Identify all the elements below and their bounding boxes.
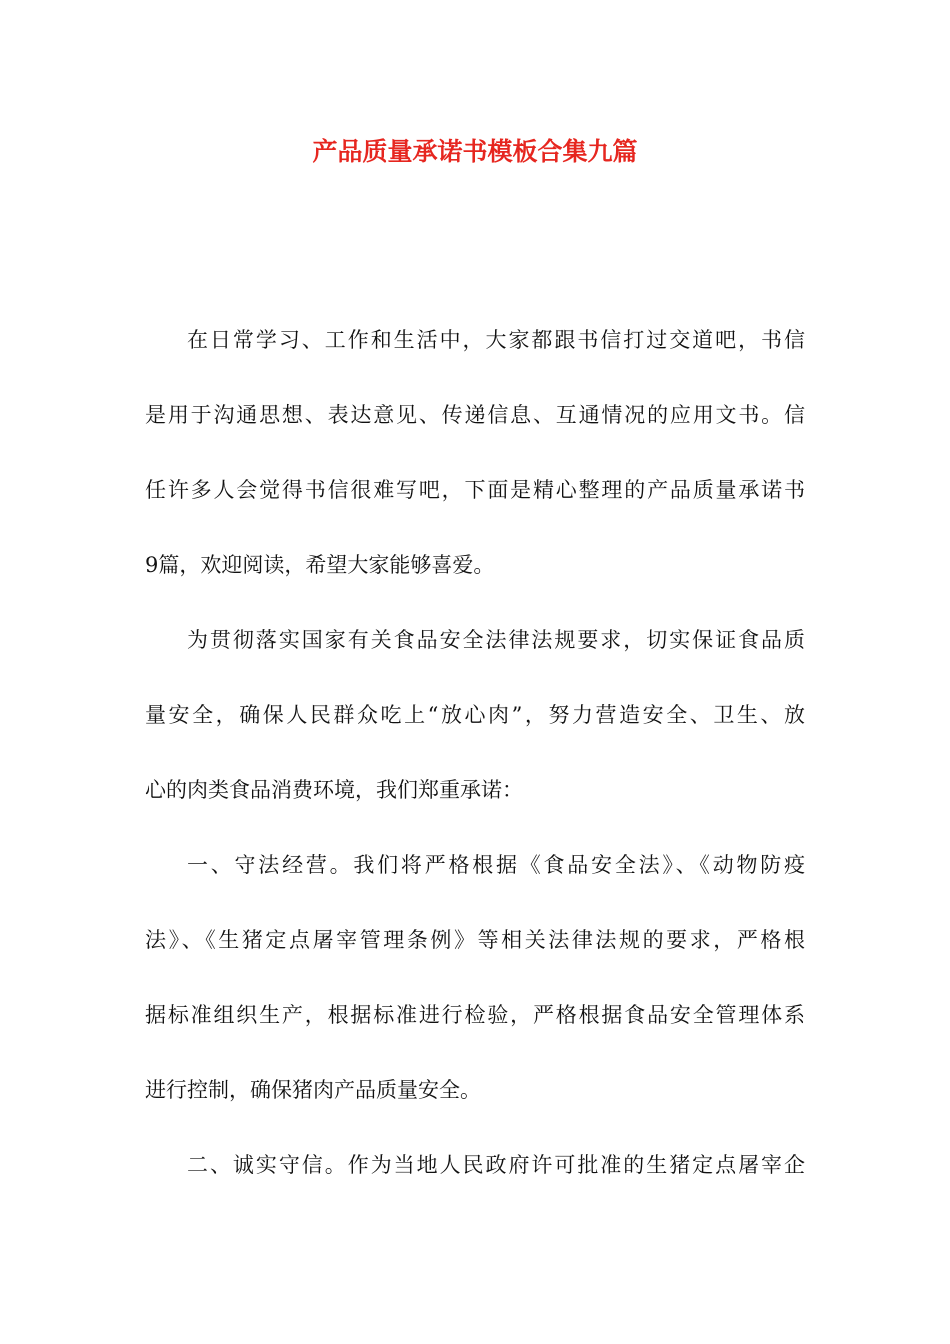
paragraph-line: 心的肉类食品消费环境，我们郑重承诺： [145,778,523,802]
paragraph-line: 二、诚实守信。作为当地人民政府许可批准的生猪定点屠宰企 [187,1153,805,1177]
paragraph-line: 进行控制，确保猪肉产品质量安全。 [145,1078,481,1102]
paragraph-item-1 [145,845,805,1145]
paragraph-line: 在日常学习、工作和生活中，大家都跟书信打过交道吧，书信 [187,328,805,352]
paragraph-commitment-intro [145,620,805,845]
paragraph-line: 法》、《生猪定点屠宰管理条例》等相关法律法规的要求，严格根 [145,928,805,952]
document-body [145,320,805,1220]
paragraph-line: 一、守法经营。我们将严格根据《食品安全法》、《动物防疫 [187,853,805,877]
document-title: 产品质量承诺书模板合集九篇 [312,137,638,166]
paragraph-intro [145,320,805,620]
paragraph-item-2 [145,1145,805,1220]
paragraph-line: 量安全，确保人民群众吃上“放心肉”，努力营造安全、卫生、放 [145,703,805,727]
paragraph-line: 任许多人会觉得书信很难写吧，下面是精心整理的产品质量承诺书 [145,478,805,502]
paragraph-line: 为贯彻落实国家有关食品安全法律法规要求，切实保证食品质 [187,628,805,652]
paragraph-line: 据标准组织生产，根据标准进行检验，严格根据食品安全管理体系 [145,1003,805,1027]
paragraph-line: 9篇，欢迎阅读，希望大家能够喜爱。 [145,553,495,577]
paragraph-line: 是用于沟通思想、表达意见、传递信息、互通情况的应用文书。信 [145,403,805,427]
